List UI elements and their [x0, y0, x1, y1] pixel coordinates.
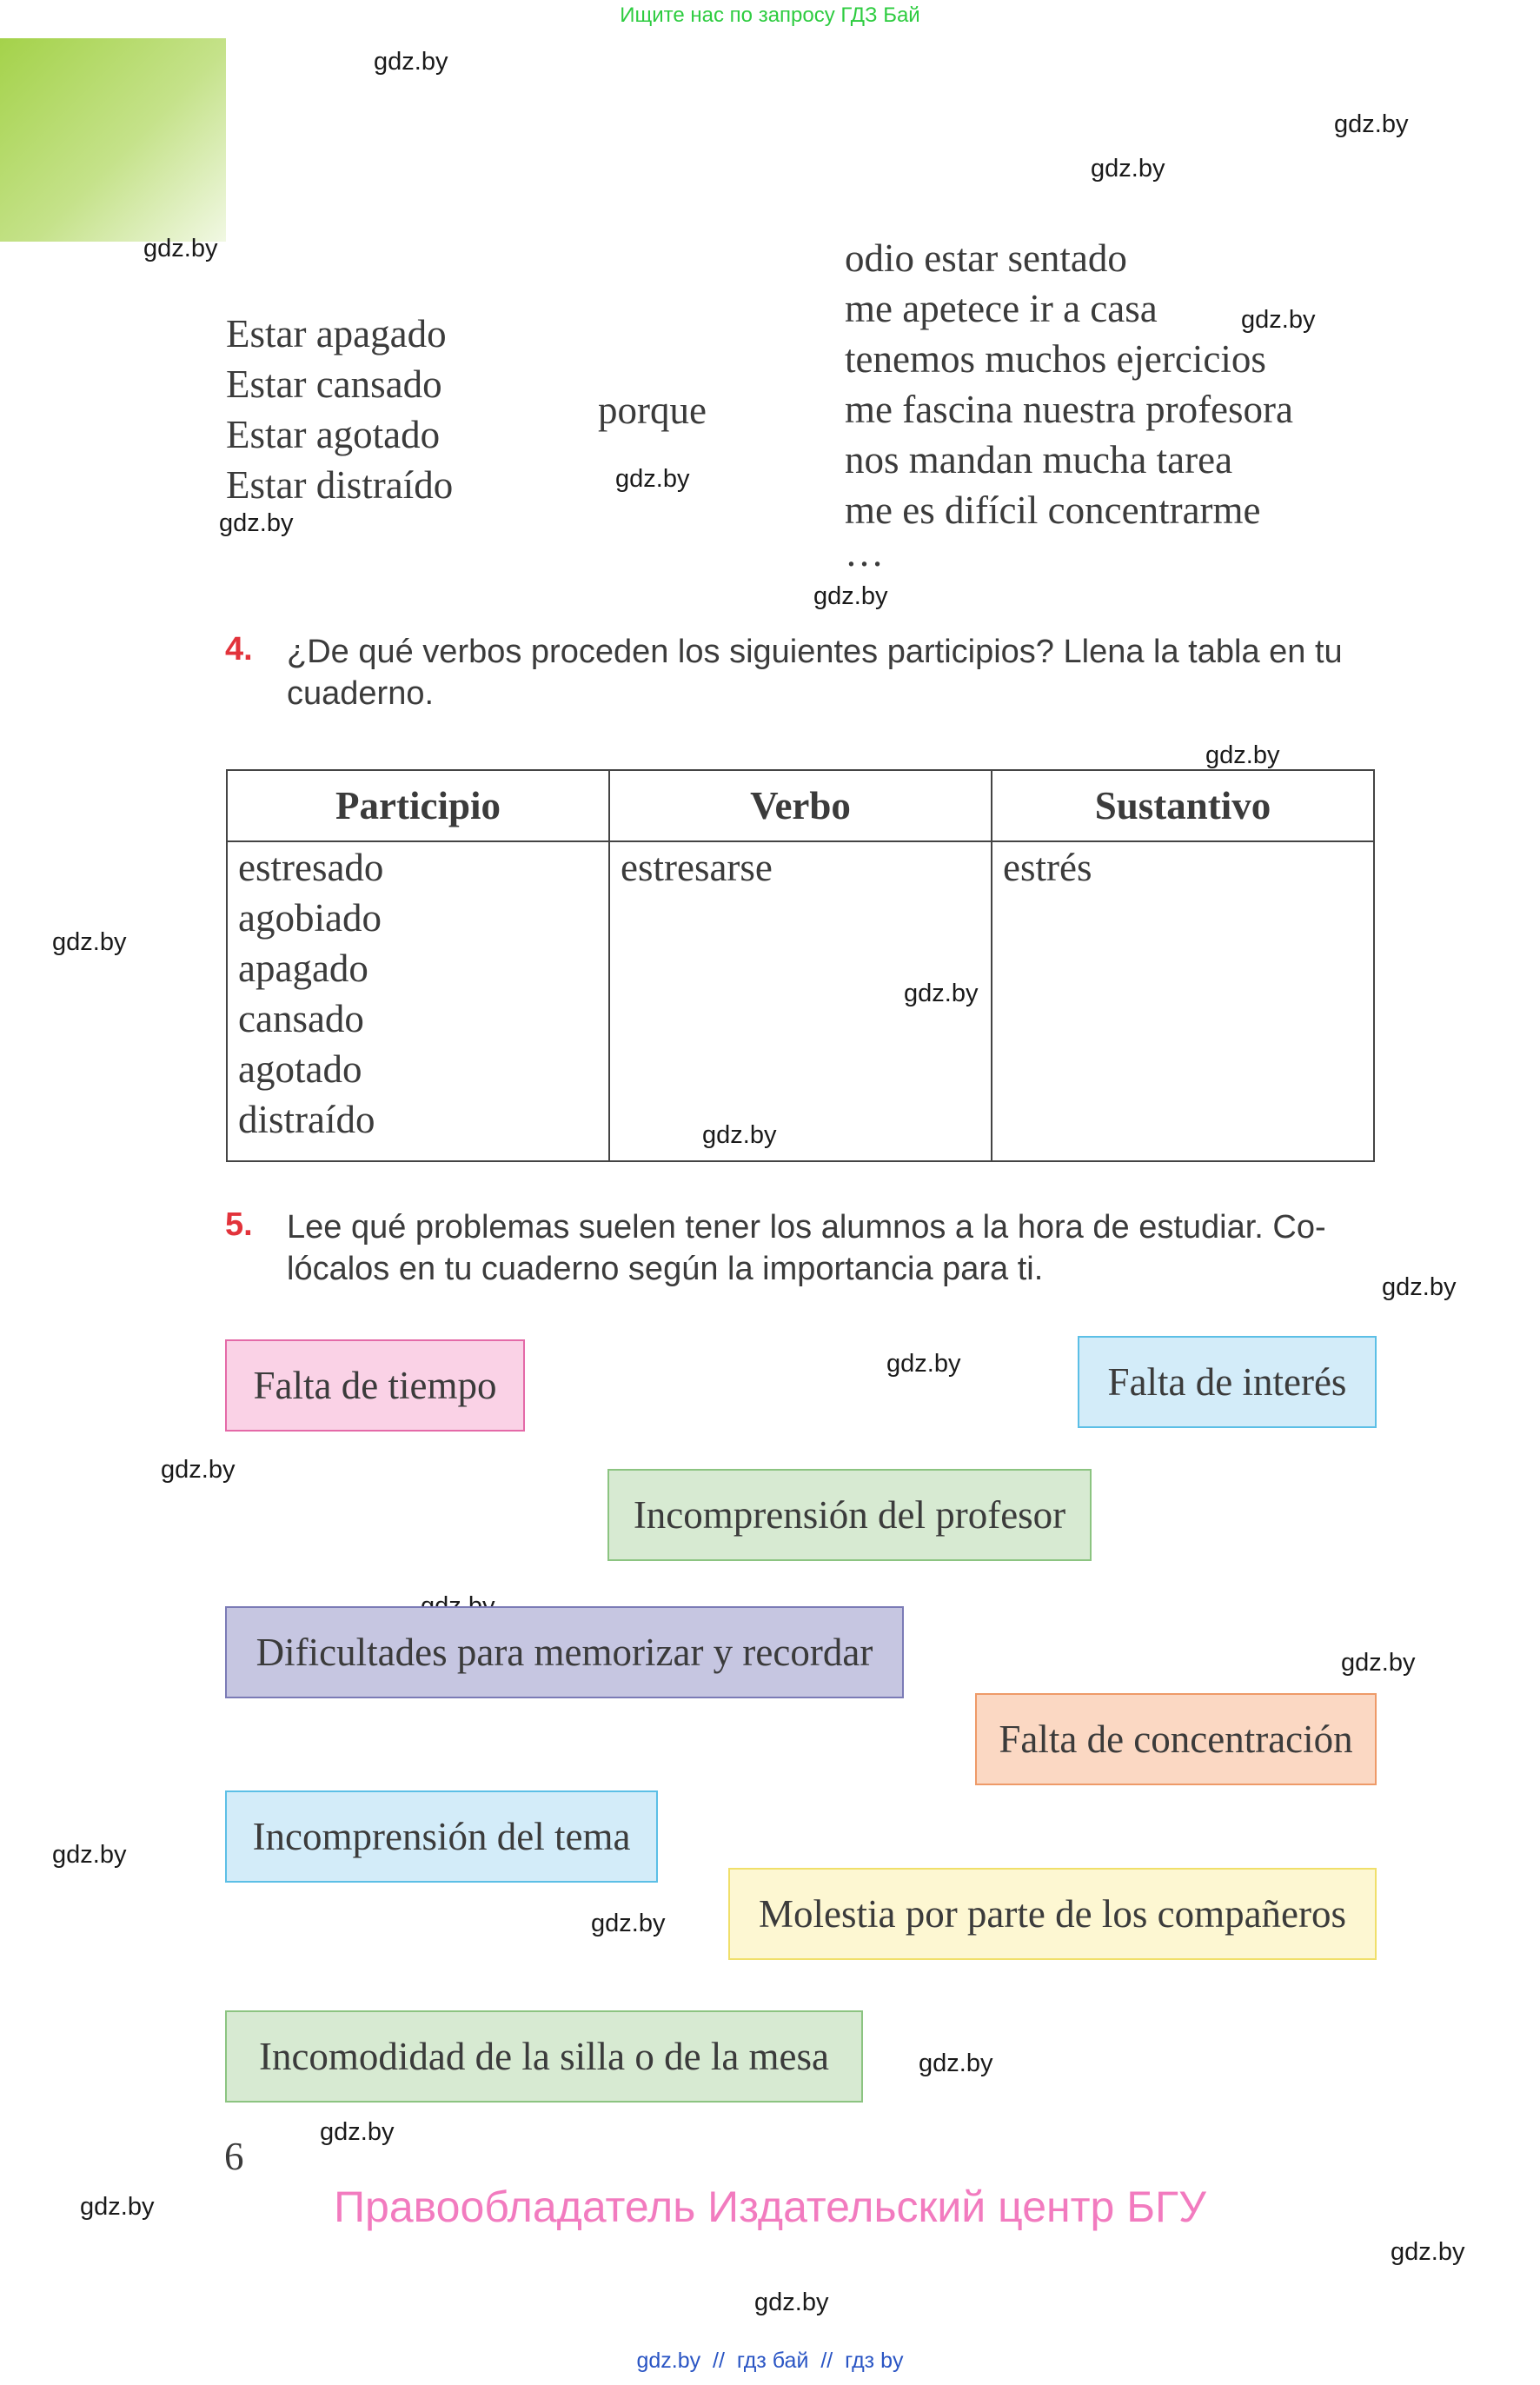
watermark: gdz.by	[904, 980, 979, 1007]
task-5-number: 5.	[225, 1206, 253, 1243]
right-item-ellipsis: …	[845, 531, 884, 575]
participle: agotado	[238, 1047, 362, 1091]
right-items	[845, 233, 1294, 575]
noun: estrés	[1003, 846, 1092, 889]
watermark: gdz.by	[320, 2118, 395, 2146]
left-item: Estar distraído	[226, 463, 454, 507]
watermark: gdz.by	[591, 1910, 666, 1937]
verb: estresarse	[621, 846, 773, 889]
left-item: Estar cansado	[226, 362, 442, 406]
participle: cansado	[238, 997, 364, 1040]
watermark: gdz.by	[886, 1350, 961, 1378]
header-participio: Participio	[227, 770, 609, 841]
problem-box: Falta de tiempo	[225, 1339, 525, 1432]
participle-table	[226, 769, 1375, 1162]
task-5-instruction	[287, 1206, 1326, 1290]
connector-word: porque	[598, 389, 707, 432]
instruction-line: ¿De qué verbos proceden los siguientes participios? Llena la tabla en tu	[287, 634, 1343, 670]
watermark: gdz.by	[161, 1456, 236, 1484]
watermark: gdz.by	[143, 235, 218, 262]
participle: estresado	[238, 846, 384, 889]
rights-holder-line: Правообладатель Издательский центр БГУ	[334, 2182, 1206, 2231]
participle: agobiado	[238, 896, 382, 940]
watermark: gdz.by	[52, 928, 127, 956]
watermark: gdz.by	[52, 1841, 127, 1869]
right-item: tenemos muchos ejercicios	[845, 337, 1266, 381]
watermark: gdz.by	[615, 465, 690, 493]
participle: apagado	[238, 947, 368, 990]
problem-box: Incomodidad de la silla o de la mesa	[225, 2010, 863, 2103]
left-item: Estar apagado	[226, 312, 447, 355]
instruction-line: Lee qué problemas suelen tener los alumnos a la hora de estudiar. Co-	[287, 1209, 1326, 1246]
watermark: gdz.by	[1382, 1273, 1457, 1301]
watermark: gdz.by	[1091, 155, 1165, 183]
header-sustantivo: Sustantivo	[992, 770, 1374, 841]
problem-box: Falta de concentración	[975, 1693, 1377, 1785]
bottom-banner: gdz.by // гдз бай // гдз by	[636, 2348, 904, 2373]
watermark: gdz.by	[1391, 2238, 1465, 2266]
problem-box: Falta de interés	[1078, 1336, 1377, 1428]
left-items	[226, 309, 453, 510]
right-item: odio estar sentado	[845, 236, 1127, 280]
noun-column	[992, 841, 1374, 1161]
watermark: gdz.by	[919, 2050, 993, 2077]
problem-box: Incomprensión del profesor	[607, 1469, 1092, 1561]
verb-column	[609, 841, 992, 1161]
watermark: gdz.by	[754, 2289, 829, 2316]
left-item: Estar agotado	[226, 413, 441, 456]
right-item: me fascina nuestra profesora	[845, 388, 1294, 431]
green-corner-decoration	[0, 38, 226, 242]
table-header-row	[227, 770, 1374, 841]
instruction-line: cuaderno.	[287, 675, 435, 712]
watermark: gdz.by	[702, 1121, 777, 1149]
participle-column	[227, 841, 609, 1161]
problem-box: Dificultades para memorizar y recordar	[225, 1606, 904, 1698]
table-row	[227, 841, 1374, 1161]
watermark: gdz.by	[1205, 741, 1280, 769]
watermark: gdz.by	[1241, 306, 1316, 334]
watermark: gdz.by	[1341, 1649, 1416, 1677]
page-number: 6	[224, 2135, 244, 2178]
instruction-line: lócalos en tu cuaderno según la importancia para ti.	[287, 1251, 1044, 1287]
right-item: nos mandan mucha tarea	[845, 438, 1233, 482]
problem-box: Molestia por parte de los compañeros	[728, 1868, 1377, 1960]
watermark: gdz.by	[374, 48, 448, 76]
participle: distraído	[238, 1098, 375, 1141]
watermark: gdz.by	[1334, 110, 1409, 138]
watermark: gdz.by	[219, 509, 294, 537]
problem-box: Incomprensión del tema	[225, 1790, 658, 1883]
right-item: me es difícil concentrarme	[845, 488, 1261, 532]
right-item: me apetece ir a casa	[845, 287, 1158, 330]
watermark: gdz.by	[80, 2193, 155, 2221]
header-verbo: Verbo	[609, 770, 992, 841]
task-4-number: 4.	[225, 631, 253, 668]
watermark: gdz.by	[813, 582, 888, 610]
top-banner: Ищите нас по запросу ГДЗ Бай	[620, 3, 920, 27]
task-4-instruction	[287, 631, 1343, 714]
